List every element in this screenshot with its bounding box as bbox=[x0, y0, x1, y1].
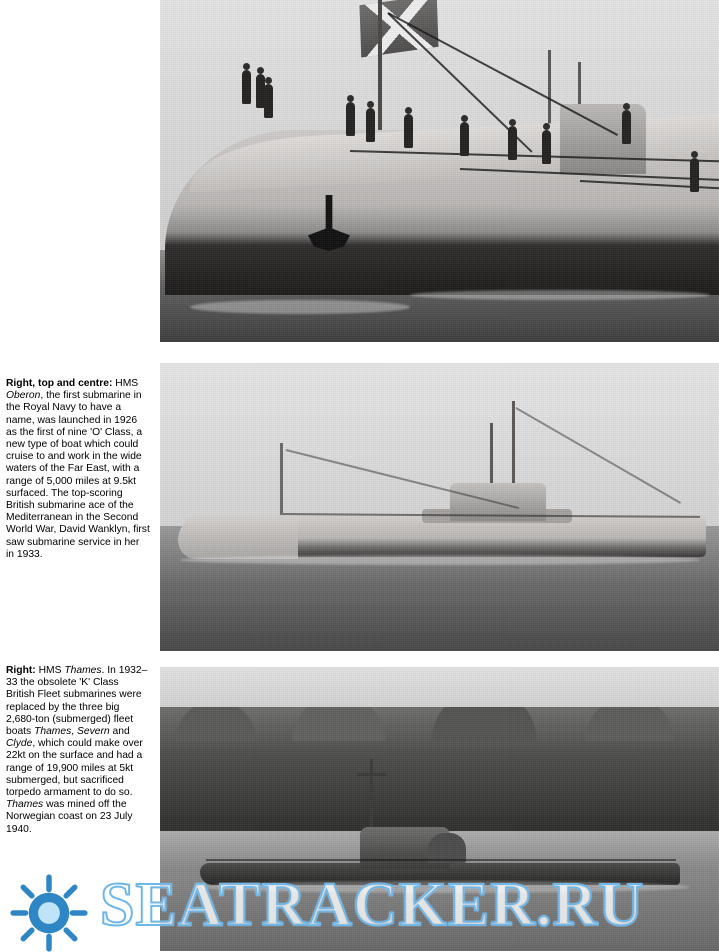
caption-body: , which could make over 22kt on the surface and had a range of 19,900 miles at 5kt submerged, but sacrificed torpedo armament to do so. bbox=[6, 738, 143, 799]
caption-text: HMS bbox=[35, 665, 65, 676]
bow-jackstaff bbox=[280, 443, 283, 515]
photo-hms-oberon-broadside bbox=[160, 363, 719, 651]
periscope-mast bbox=[512, 401, 515, 487]
ship-name-thames-3: Thames bbox=[6, 799, 44, 811]
ship-name-thames-2: Thames bbox=[34, 726, 72, 738]
crew-figure bbox=[508, 126, 517, 160]
caption-body: . In 1932–33 the obsolete 'K' Class British Fleet submarines were replaced by the three big 2,680-ton (submerged) fleet boats bbox=[6, 665, 148, 738]
photo-hms-oberon-bow bbox=[160, 0, 719, 342]
flag-mast bbox=[378, 0, 382, 140]
crew-figure bbox=[622, 110, 631, 144]
periscope-mast bbox=[370, 759, 373, 831]
crew-figure bbox=[404, 114, 413, 148]
periscope-mast-secondary bbox=[490, 423, 493, 485]
ship-name-oberon: Oberon bbox=[6, 390, 41, 402]
ship-name-severn: Severn bbox=[77, 726, 110, 738]
caption-hms-oberon bbox=[6, 378, 150, 561]
caption-body: , the first submarine in the Royal Navy to have a name, was launched in 1926 as the first of nine 'O' Class, a new type of boat which could cruise to and work in the wide waters of the Far East, with a range of 5,000 miles at 9.5kt surfaced. The top-scoring British submarine ace of the Mediterranean in the Second World War, David Wanklyn, first saw submarine service in her in 1933. bbox=[6, 390, 150, 560]
crew-figure bbox=[346, 102, 355, 136]
bow-wake bbox=[410, 290, 710, 300]
ship-name-clyde: Clyde bbox=[6, 738, 33, 750]
caption-body: was mined off the Norwegian coast on 23 July 1940. bbox=[6, 799, 133, 835]
caption-lead-label: Right, top and centre: bbox=[6, 378, 113, 389]
photo-sky bbox=[160, 363, 719, 533]
crew-figure bbox=[542, 130, 551, 164]
crew-figure bbox=[264, 84, 273, 118]
crew-figure bbox=[242, 70, 251, 104]
caption-body: and bbox=[109, 726, 130, 738]
bow-wake bbox=[190, 300, 410, 314]
deck-guard-wire bbox=[206, 859, 676, 861]
waterline-wake bbox=[180, 555, 700, 565]
ship-name-thames: Thames bbox=[64, 665, 102, 676]
conning-tower bbox=[560, 104, 646, 174]
wooded-coastline bbox=[160, 707, 719, 832]
caption-text: HMS bbox=[112, 378, 139, 389]
sun-burst-logo-icon bbox=[10, 874, 88, 952]
caption-hms-thames bbox=[6, 665, 150, 836]
crew-figure bbox=[690, 158, 699, 192]
caption-body: , bbox=[71, 726, 77, 738]
crew-figure bbox=[366, 108, 375, 142]
waterline-wake bbox=[200, 881, 690, 893]
crew-figure bbox=[460, 122, 469, 156]
submarine-bow bbox=[178, 513, 298, 559]
caption-lead-label: Right: bbox=[6, 665, 36, 676]
photo-hms-thames bbox=[160, 667, 719, 951]
